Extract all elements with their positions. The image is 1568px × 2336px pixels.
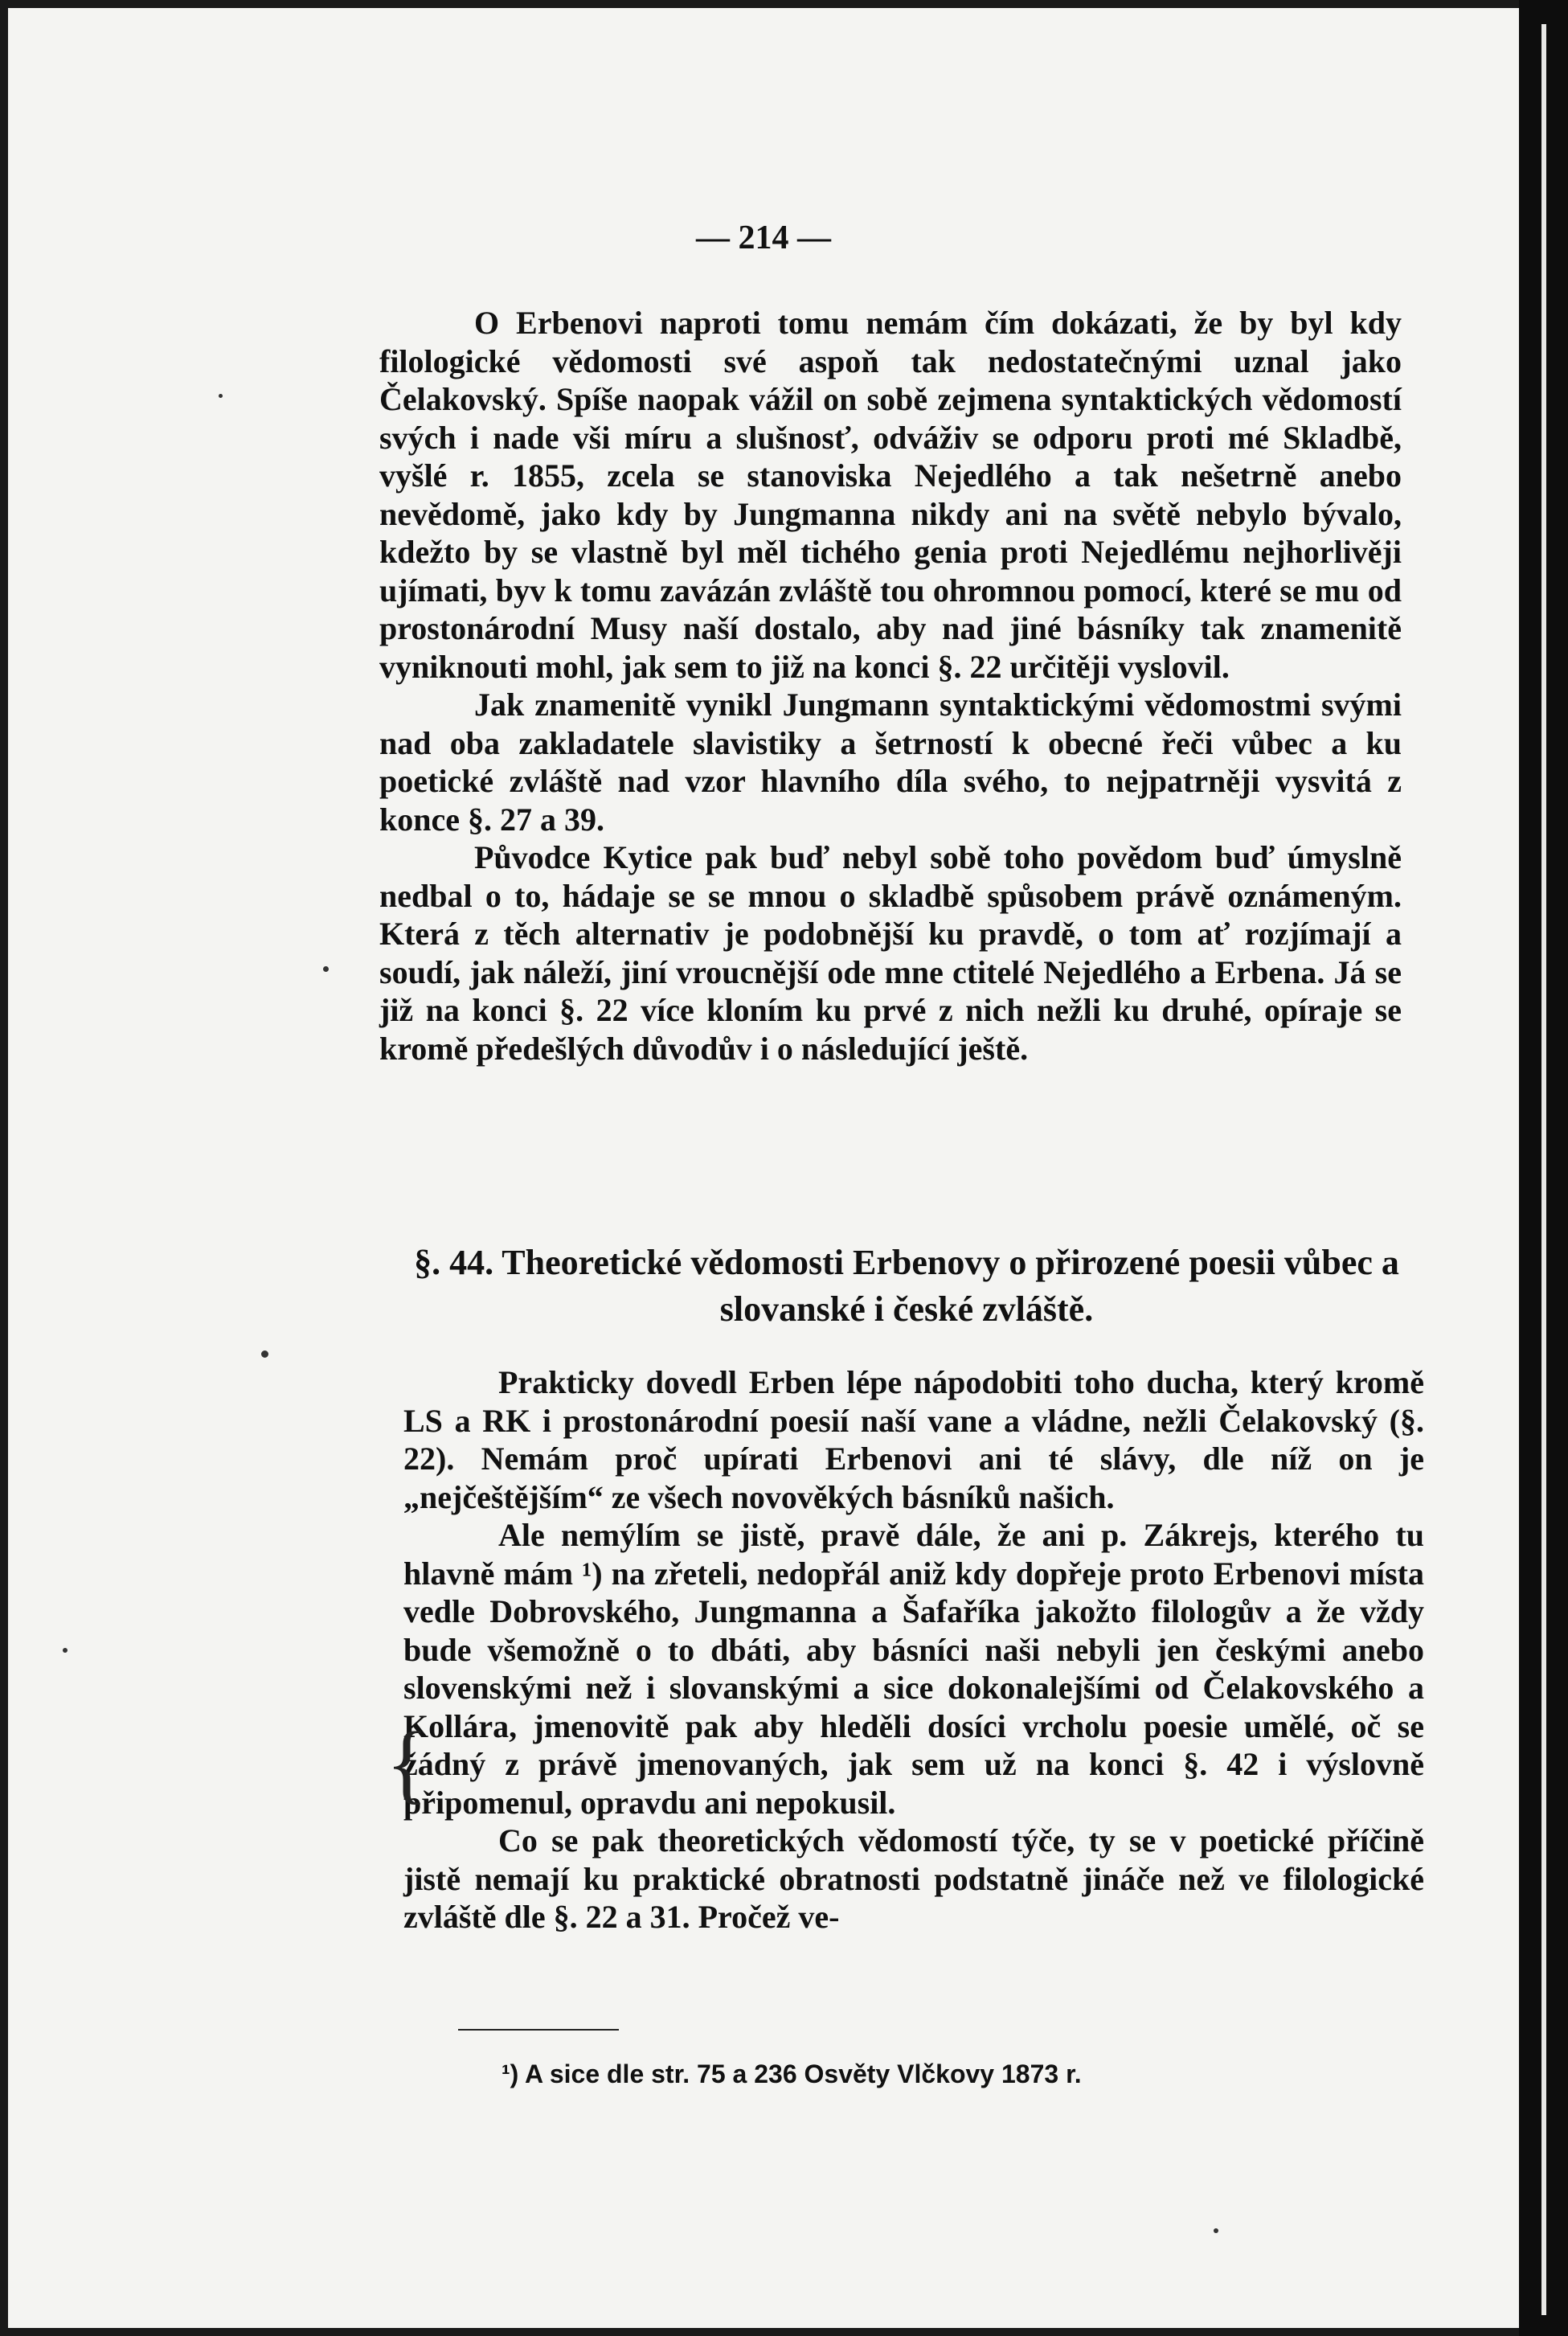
paragraph: Jak znamenitě vynikl Jungmann syntaktickými vědomostmi svými nad oba zakladatele slavistiky a šetrností k obecné řeči vůbec a ku poetické zvláště nad vzor hlavního díla svého, to nejpatrněji vysvitá z konce §. 27 a 39.	[379, 686, 1402, 838]
page-number: — 214 —	[696, 219, 831, 256]
text-block-bottom	[403, 1363, 1424, 1936]
scan-speck	[261, 1350, 268, 1358]
scan-speck	[323, 966, 329, 972]
scanned-page	[8, 8, 1519, 2328]
paragraph: Ale nemýlím se jistě, pravě dále, že ani p. Zákrejs, kterého tu hlavně mám ¹) na zřeteli, nedopřál aniž kdy dopřeje proto Erbenovi místa vedle Dobrovského, Jungmanna a Šafaříka jakožto filologův a že vždy bude všemožně o to dbáti, aby básníci naši nebyli jen českými anebo slovenskými než i slovanskými a sice dokonalejšími od Čelakovského a Kollára, jmenovitě pak aby hleděli dosíci vrcholu poesie umělé, oč se žádný z právě jmenovaných, jak sem už na konci §. 42 i výslovně připomenul, opravdu ani nepokusil.	[403, 1517, 1424, 1821]
scan-border-strip	[1541, 24, 1546, 2315]
scan-speck	[63, 1648, 68, 1653]
section-heading: §. 44. Theoretické vědomosti Erbenovy o přirozené poesii vůbec a slovanské i české zvláště.	[414, 1243, 1399, 1329]
paragraph: Původce Kytice pak buď nebyl sobě toho povědom buď úmyslně nedbal o to, hádaje se se mnou o skladbě spůsobem právě oznámeným. Která z těch alternativ je podobnější ku pravdě, o tom ať rozjímají a soudí, jak náleží, jiní vroucnější ode mne ctitelé Nejedlého a Erbena. Já se již na konci §. 22 více kloním ku prvé z nich nežli ku druhé, opíraje se kromě předešlých důvodův i o následující ještě.	[379, 839, 1402, 1067]
margin-brace-mark: {	[386, 1714, 428, 1812]
footnote: ¹) A sice dle str. 75 a 236 Osvěty Vlčkovy 1873 r.	[502, 2059, 1082, 2088]
scan-speck	[1214, 2228, 1218, 2233]
footnote-divider	[458, 2029, 619, 2031]
paragraph: Co se pak theoretických vědomostí týče, ty se v poetické příčině jistě nemají ku praktické obratnosti podstatně jináče než ve filologické zvláště dle §. 22 a 31. Pročež ve-	[403, 1822, 1424, 1935]
paragraph: Prakticky dovedl Erben lépe nápodobiti toho ducha, který kromě LS a RK i prostonárodní poesií naší vane a vládne, nežli Čelakovský (§. 22). Nemám proč upírati Erbenovi ani té slávy, dle níž on je „nejčeštějším“ ze všech novověkých básníků našich.	[403, 1364, 1424, 1515]
text-block-top	[379, 304, 1402, 1068]
paragraph: O Erbenovi naproti tomu nemám čím dokázati, že by byl kdy filologické vědomosti své aspoň tak nedostatečnými uznal jako Čelakovský. Spíše naopak vážil on sobě zejmena syntaktických vědomostí svých i nade vši míru a slušnosť, odváživ se odporu proti mé Skladbě, vyšlé r. 1855, zcela se stanoviska Nejedlého a tak nešetrně anebo nevědomě, jako kdy by Jungmanna nikdy ani na světě nebylo bývalo, kdežto by se vlastně byl měl tichého genia proti Nejedlému nejhorlivěji ujímati, byv k tomu zavázán zvláště tou ohromnou pomocí, které se mu od prostonárodní Musy naší dostalo, aby nad jiné básníky tak znamenitě vyniknouti mohl, jak sem to již na konci §. 22 určitěji vyslovil.	[379, 305, 1402, 685]
scan-speck	[219, 394, 223, 398]
scan-border	[1519, 0, 1568, 2336]
